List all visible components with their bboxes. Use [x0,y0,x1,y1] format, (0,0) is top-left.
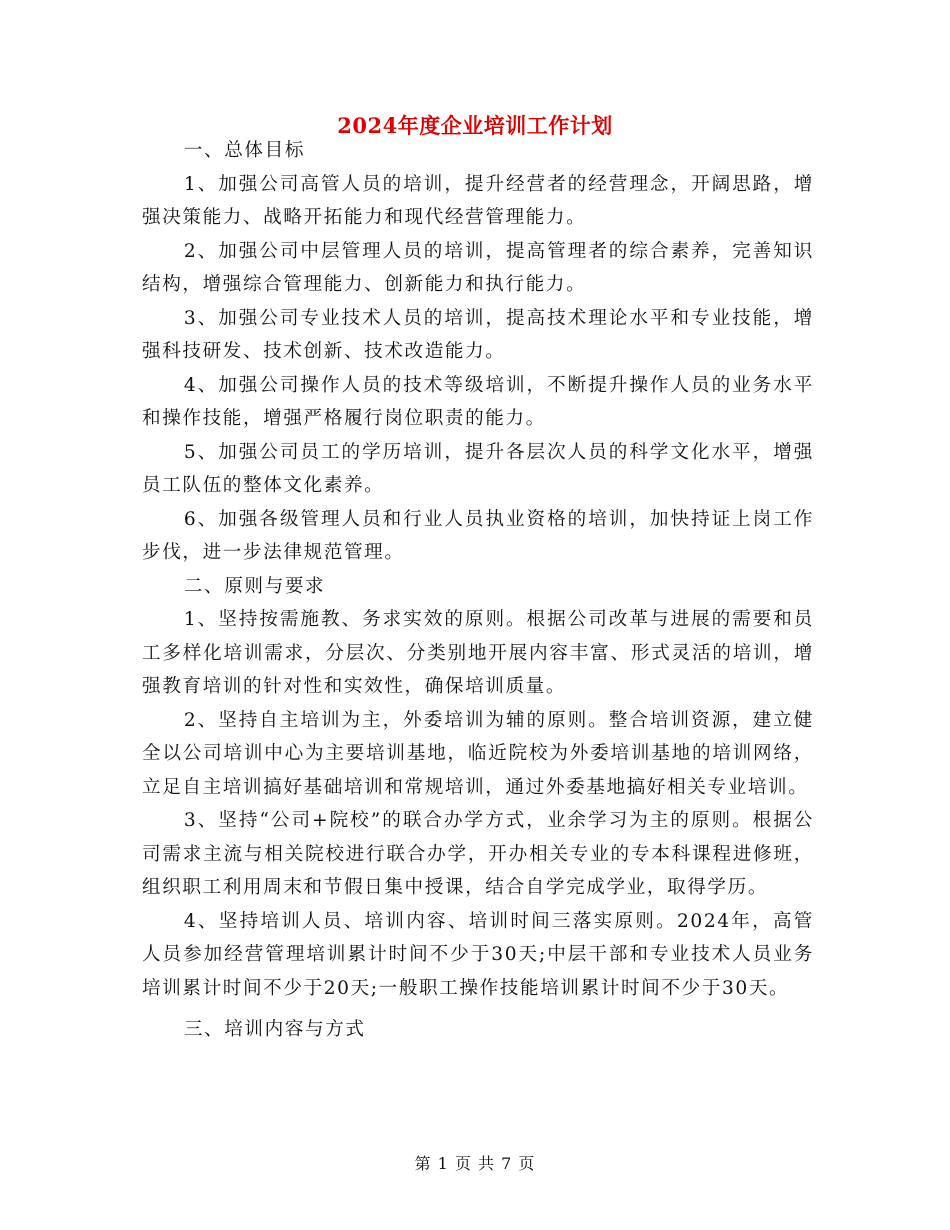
paragraph: 3、坚持“公司+院校”的联合办学方式，业余学习为主的原则。根据公司需求主流与相关院校进行联合办学，开办相关专业的专本科课程进修班，组织职工利用周末和节假日集中授课，结合自学完成学业，取得学历。 [142,810,814,898]
paragraph: 4、坚持培训人员、培训内容、培训时间三落实原则。2024年，高管人员参加经营管理培训累计时间不少于30天;中层干部和专业技术人员业务培训累计时间不少于20天;一般职工操作技能培训累计时间不少于30天。 [142,910,814,999]
document-body [142,134,814,1047]
page-footer [0,1154,950,1174]
section-heading-content: 三、培训内容与方式 [183,1019,366,1040]
document-title: 2024年度企业培训工作计划 [337,113,613,138]
paragraph: 3、加强公司专业技术人员的培训，提高技术理论水平和专业技能，增强科技研发、技术创新、技术改造能力。 [142,307,814,362]
paragraph: 1、坚持按需施教、务求实效的原则。根据公司改革与进展的需要和员工多样化培训需求，分层次、分类别地开展内容丰富、形式灵活的培训，增强教育培训的针对性和实效性，确保培训质量。 [142,609,814,697]
paragraph: 5、加强公司员工的学历培训，提升各层次人员的科学文化水平，增强员工队伍的整体文化素养。 [142,441,814,496]
paragraph: 1、加强公司高管人员的培训，提升经营者的经营理念，开阔思路，增强决策能力、战略开拓能力和现代经营管理能力。 [142,173,814,228]
page-number-label: 第 1 页 共 7 页 [414,1154,536,1173]
paragraph: 2、坚持自主培训为主，外委培训为辅的原则。整合培训资源，建立健全以公司培训中心为主要培训基地，临近院校为外委培训基地的培训网络，立足自主培训搞好基础培训和常规培训，通过外委基地搞好相关专业培训。 [142,709,814,798]
section-heading-goals: 一、总体目标 [183,140,306,161]
paragraph: 2、加强公司中层管理人员的培训，提高管理者的综合素养，完善知识结构，增强综合管理能力、创新能力和执行能力。 [142,240,814,295]
paragraph: 4、加强公司操作人员的技术等级培训，不断提升操作人员的业务水平和操作技能，增强严格履行岗位职责的能力。 [142,374,814,429]
paragraph: 6、加强各级管理人员和行业人员执业资格的培训，加快持证上岗工作步伐，进一步法律规范管理。 [142,508,814,563]
section-heading-principles: 二、原则与要求 [183,575,326,597]
